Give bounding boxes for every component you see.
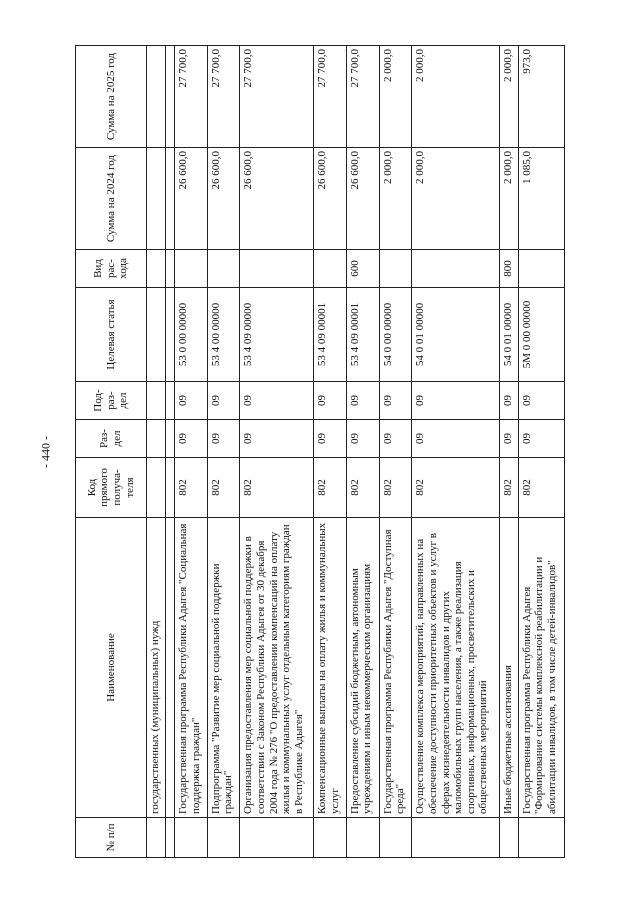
cell-razdel: 09 (207, 420, 240, 458)
cell-razdel (166, 420, 175, 458)
header-podrazdel: Под-раз-дел (76, 382, 147, 420)
cell-razdel: 09 (314, 420, 347, 458)
cell-razdel: 09 (346, 420, 379, 458)
table-row (166, 46, 175, 858)
cell-podrazdel: 09 (314, 382, 347, 420)
cell-code: 802 (314, 458, 347, 518)
cell-target: 5М 0 00 00000 (518, 288, 564, 382)
cell-razdel: 09 (518, 420, 564, 458)
cell-vid (379, 250, 412, 288)
table-row (518, 46, 564, 858)
header-sum2024: Сумма на 2024 год (76, 148, 147, 250)
header-target: Целевая статья (76, 288, 147, 382)
cell-sum2025: 973,0 (518, 46, 564, 148)
cell-vid (240, 250, 314, 288)
cell-sum2025: 27 700,0 (240, 46, 314, 148)
cell-target: 53 4 09 00001 (314, 288, 347, 382)
table-row (412, 46, 499, 858)
cell-code (166, 458, 175, 518)
cell-target (147, 288, 166, 382)
table-row (175, 46, 208, 858)
cell-sum2024: 2 000,0 (379, 148, 412, 250)
budget-table (75, 45, 565, 858)
cell-podrazdel: 09 (379, 382, 412, 420)
cell-vid: 600 (346, 250, 379, 288)
header-code: Код прямого получа-теля (76, 458, 147, 518)
cell-sum2024: 26 600,0 (346, 148, 379, 250)
cell-name: Государственная программа Республики Адыгея "Формирование системы комплексной реабилитации и абилитации инвалидов, в том числе детей-инвалидов" (518, 518, 564, 818)
cell-sum2025: 27 700,0 (346, 46, 379, 148)
cell-name: Иные бюджетные ассигнования (499, 518, 518, 818)
cell-code: 802 (346, 458, 379, 518)
cell-vid (166, 250, 175, 288)
cell-podrazdel: 09 (412, 382, 499, 420)
cell-sum2025 (147, 46, 166, 148)
cell-razdel: 09 (379, 420, 412, 458)
cell-sum2025 (166, 46, 175, 148)
rotated-page (75, 46, 565, 858)
cell-num (240, 818, 314, 858)
header-razdel: Раз-дел (76, 420, 147, 458)
cell-razdel: 09 (499, 420, 518, 458)
cell-num (175, 818, 208, 858)
header-name: Наименование (76, 518, 147, 818)
cell-vid (518, 250, 564, 288)
cell-code: 802 (518, 458, 564, 518)
cell-name: государственных (муниципальных) нужд (147, 518, 166, 818)
header-vid: Вид рас-хода (76, 250, 147, 288)
cell-name: Государственная программа Республики Адыгея "Социальная поддержка граждан" (175, 518, 208, 818)
cell-vid (207, 250, 240, 288)
cell-target: 53 0 00 00000 (175, 288, 208, 382)
cell-sum2025: 27 700,0 (314, 46, 347, 148)
cell-code: 802 (207, 458, 240, 518)
cell-name: Предоставление субсидий бюджетным, автономным учреждениям и иным некоммерческим организациям (346, 518, 379, 818)
cell-razdel: 09 (175, 420, 208, 458)
cell-num (166, 818, 175, 858)
cell-sum2024: 26 600,0 (175, 148, 208, 250)
cell-code (147, 458, 166, 518)
cell-sum2025: 27 700,0 (175, 46, 208, 148)
table-row (207, 46, 240, 858)
cell-razdel (147, 420, 166, 458)
cell-sum2024 (147, 148, 166, 250)
cell-num (379, 818, 412, 858)
table-row (240, 46, 314, 858)
table-row (379, 46, 412, 858)
cell-name: Государственная программа Республики Адыгея "Доступная среда" (379, 518, 412, 818)
cell-sum2024: 26 600,0 (207, 148, 240, 250)
cell-target: 54 0 01 00000 (499, 288, 518, 382)
cell-code: 802 (240, 458, 314, 518)
cell-vid (412, 250, 499, 288)
cell-vid (147, 250, 166, 288)
cell-sum2025: 2 000,0 (379, 46, 412, 148)
cell-podrazdel: 09 (207, 382, 240, 420)
cell-vid: 800 (499, 250, 518, 288)
table-row (147, 46, 166, 858)
cell-sum2024: 26 600,0 (314, 148, 347, 250)
cell-code: 802 (412, 458, 499, 518)
cell-sum2024: 2 000,0 (499, 148, 518, 250)
cell-code: 802 (499, 458, 518, 518)
cell-target: 54 0 01 00000 (412, 288, 499, 382)
cell-target (166, 288, 175, 382)
page-number: - 440 - (38, 436, 53, 468)
cell-sum2025: 2 000,0 (499, 46, 518, 148)
cell-num (314, 818, 347, 858)
cell-target: 53 4 09 00000 (240, 288, 314, 382)
cell-num (346, 818, 379, 858)
cell-code: 802 (379, 458, 412, 518)
cell-name: Осуществление комплекса мероприятий, направленных на обеспечение доступности приоритетных объектов и услуг в сферах жизнедеятельности инвалидов и других маломобильных групп населения, а также реализация спортивных, информационных, просветительских и общественных мероприятий (412, 518, 499, 818)
cell-podrazdel (166, 382, 175, 420)
cell-num (207, 818, 240, 858)
table-row (346, 46, 379, 858)
cell-code: 802 (175, 458, 208, 518)
cell-podrazdel (147, 382, 166, 420)
cell-num (518, 818, 564, 858)
header-num: № п/п (76, 818, 147, 858)
cell-vid (314, 250, 347, 288)
cell-num (499, 818, 518, 858)
cell-name: Подпрограмма "Развитие мер социальной поддержки граждан" (207, 518, 240, 818)
cell-podrazdel: 09 (518, 382, 564, 420)
cell-sum2024: 1 085,0 (518, 148, 564, 250)
cell-podrazdel: 09 (240, 382, 314, 420)
cell-target: 53 4 09 00001 (346, 288, 379, 382)
cell-name: Компенсационные выплаты на оплату жилья и коммунальных услуг (314, 518, 347, 818)
cell-vid (175, 250, 208, 288)
cell-podrazdel: 09 (175, 382, 208, 420)
cell-num (412, 818, 499, 858)
cell-podrazdel: 09 (499, 382, 518, 420)
cell-sum2025: 27 700,0 (207, 46, 240, 148)
cell-target: 54 0 00 00000 (379, 288, 412, 382)
cell-podrazdel: 09 (346, 382, 379, 420)
cell-name: Организация предоставления мер социальной поддержки в соответствии с Законом Республики Адыгея от 30 декабря 2004 года № 276 "О предоставлении компенсаций на оплату жилья и коммунальных услуг отдельным категориям граждан в Республике Адыгея" (240, 518, 314, 818)
cell-sum2024: 2 000,0 (412, 148, 499, 250)
cell-num (147, 818, 166, 858)
cell-name (166, 518, 175, 818)
cell-razdel: 09 (412, 420, 499, 458)
header-sum2025: Сумма на 2025 год (76, 46, 147, 148)
cell-razdel: 09 (240, 420, 314, 458)
table-row (499, 46, 518, 858)
cell-sum2024: 26 600,0 (240, 148, 314, 250)
cell-sum2025: 2 000,0 (412, 46, 499, 148)
cell-target: 53 4 00 00000 (207, 288, 240, 382)
cell-sum2024 (166, 148, 175, 250)
table-header-row (76, 46, 147, 858)
table-row (314, 46, 347, 858)
